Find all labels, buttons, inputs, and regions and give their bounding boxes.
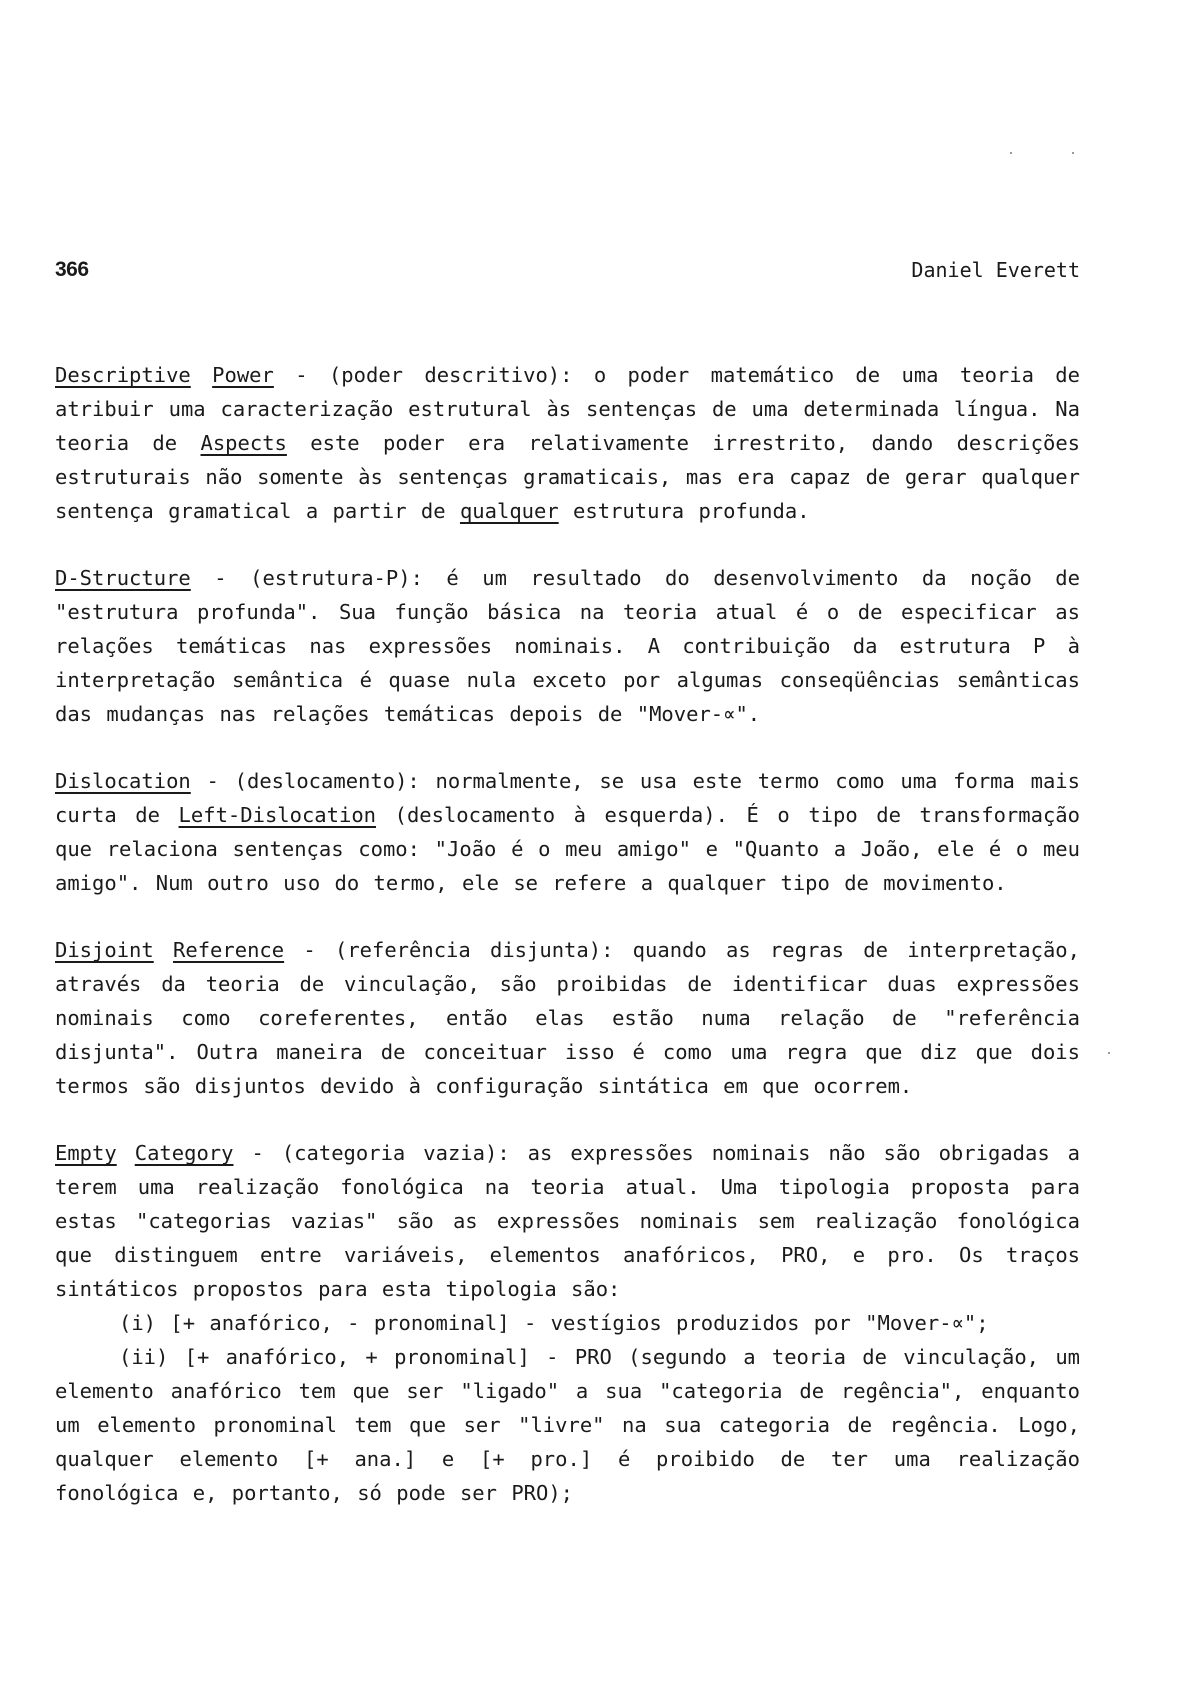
entry-definition: - (estrutura-P): é um resultado do desenvolvimento da noção de "estrutura profunda". Sua função básica na teoria atual é o de especificar as relações temáticas nas expressões nominais. A contribuição da estrutura P à interpretação semântica é quase nula exceto por algumas conseqüências semânticas das mudanças nas relações temáticas depois de "Mover-∝".: [55, 566, 1080, 726]
entry-term: Dislocation: [55, 769, 191, 793]
page-number: 366: [55, 258, 89, 281]
page-header: [55, 258, 1080, 288]
underlined-word: Aspects: [200, 431, 287, 455]
entry-definition: - (categoria vazia): as expressões nominais não são obrigadas a terem uma realização fonológica na teoria atual. Uma tipologia proposta para estas "categorias vazias" são as expressões nominais sem realização fonológica que distinguem entre variáveis, elementos anafóricos, PRO, e pro. Os traços sintáticos propostos para esta tipologia são:: [55, 1141, 1081, 1301]
entry-term: Empty: [55, 1141, 117, 1165]
underlined-word: qualquer: [459, 499, 559, 523]
scan-speck: [1108, 1052, 1110, 1054]
glossary-entry-empty-category: [55, 1136, 1080, 1510]
glossary-entry-disjoint-reference: [55, 933, 1080, 1103]
entry-term: D-Structure: [55, 566, 191, 590]
scan-speck: [1010, 152, 1012, 154]
typology-item-ii: (ii) [+ anafórico, + pronominal] - PRO (segundo a teoria de vinculação, um elemento anafórico tem que ser "ligado" a sua "categoria de regência", enquanto um elemento pronominal tem que ser "livre" na sua categoria de regência. Logo, qualquer elemento [+ ana.] e [+ pro.] é proibido de ter uma realização fonológica e, portanto, só pode ser PRO);: [55, 1345, 1080, 1505]
entry-paragraph: [55, 1136, 1080, 1306]
entry-term: Disjoint: [55, 938, 154, 962]
entry-definition: - (poder descritivo): o poder matemático de uma teoria de atribuir uma caracterização estrutural às sentenças de uma determinada língua. Na teoria de: [55, 363, 1080, 455]
glossary-entry-dislocation: [55, 764, 1080, 900]
entry-term: Power: [212, 363, 274, 387]
entry-definition: - (deslocamento): normalmente, se usa este termo como uma forma mais curta de: [55, 769, 1080, 827]
entry-definition: (deslocamento à esquerda). É o tipo de transformação que relaciona sentenças como: "João é o meu amigo" e "Quanto a João, ele é o meu amigo". Num outro uso do termo, ele se refere a qualquer tipo de movimento.: [55, 803, 1080, 895]
entry-term: Reference: [173, 938, 285, 962]
running-head-author: Daniel Everett: [911, 258, 1080, 282]
scan-speck: [1072, 152, 1074, 154]
glossary-entry-d-structure: [55, 561, 1080, 731]
glossary-entry-descriptive-power: [55, 358, 1080, 528]
entry-definition: - (referência disjunta): quando as regras de interpretação, através da teoria de vinculação, são proibidas de identificar duas expressões nominais como coreferentes, então elas estão numa relação de "referência disjunta". Outra maneira de conceituar isso é como uma regra que diz que dois termos são disjuntos devido à configuração sintática em que ocorrem.: [55, 938, 1080, 1098]
entry-term: Descriptive: [55, 363, 191, 387]
glossary-body: [55, 358, 1080, 1510]
underlined-word: Left-Dislocation: [178, 803, 377, 827]
typology-item-i: (i) [+ anafórico, - pronominal] - vestígios produzidos por "Mover-∝";: [119, 1311, 989, 1335]
entry-definition: estrutura profunda.: [558, 499, 810, 523]
entry-definition: este poder era relativamente irrestrito, dando descrições estruturais não somente às sentenças gramaticais, mas era capaz de gerar qualquer sentença gramatical a partir de: [55, 431, 1080, 523]
entry-term: Category: [134, 1141, 234, 1165]
